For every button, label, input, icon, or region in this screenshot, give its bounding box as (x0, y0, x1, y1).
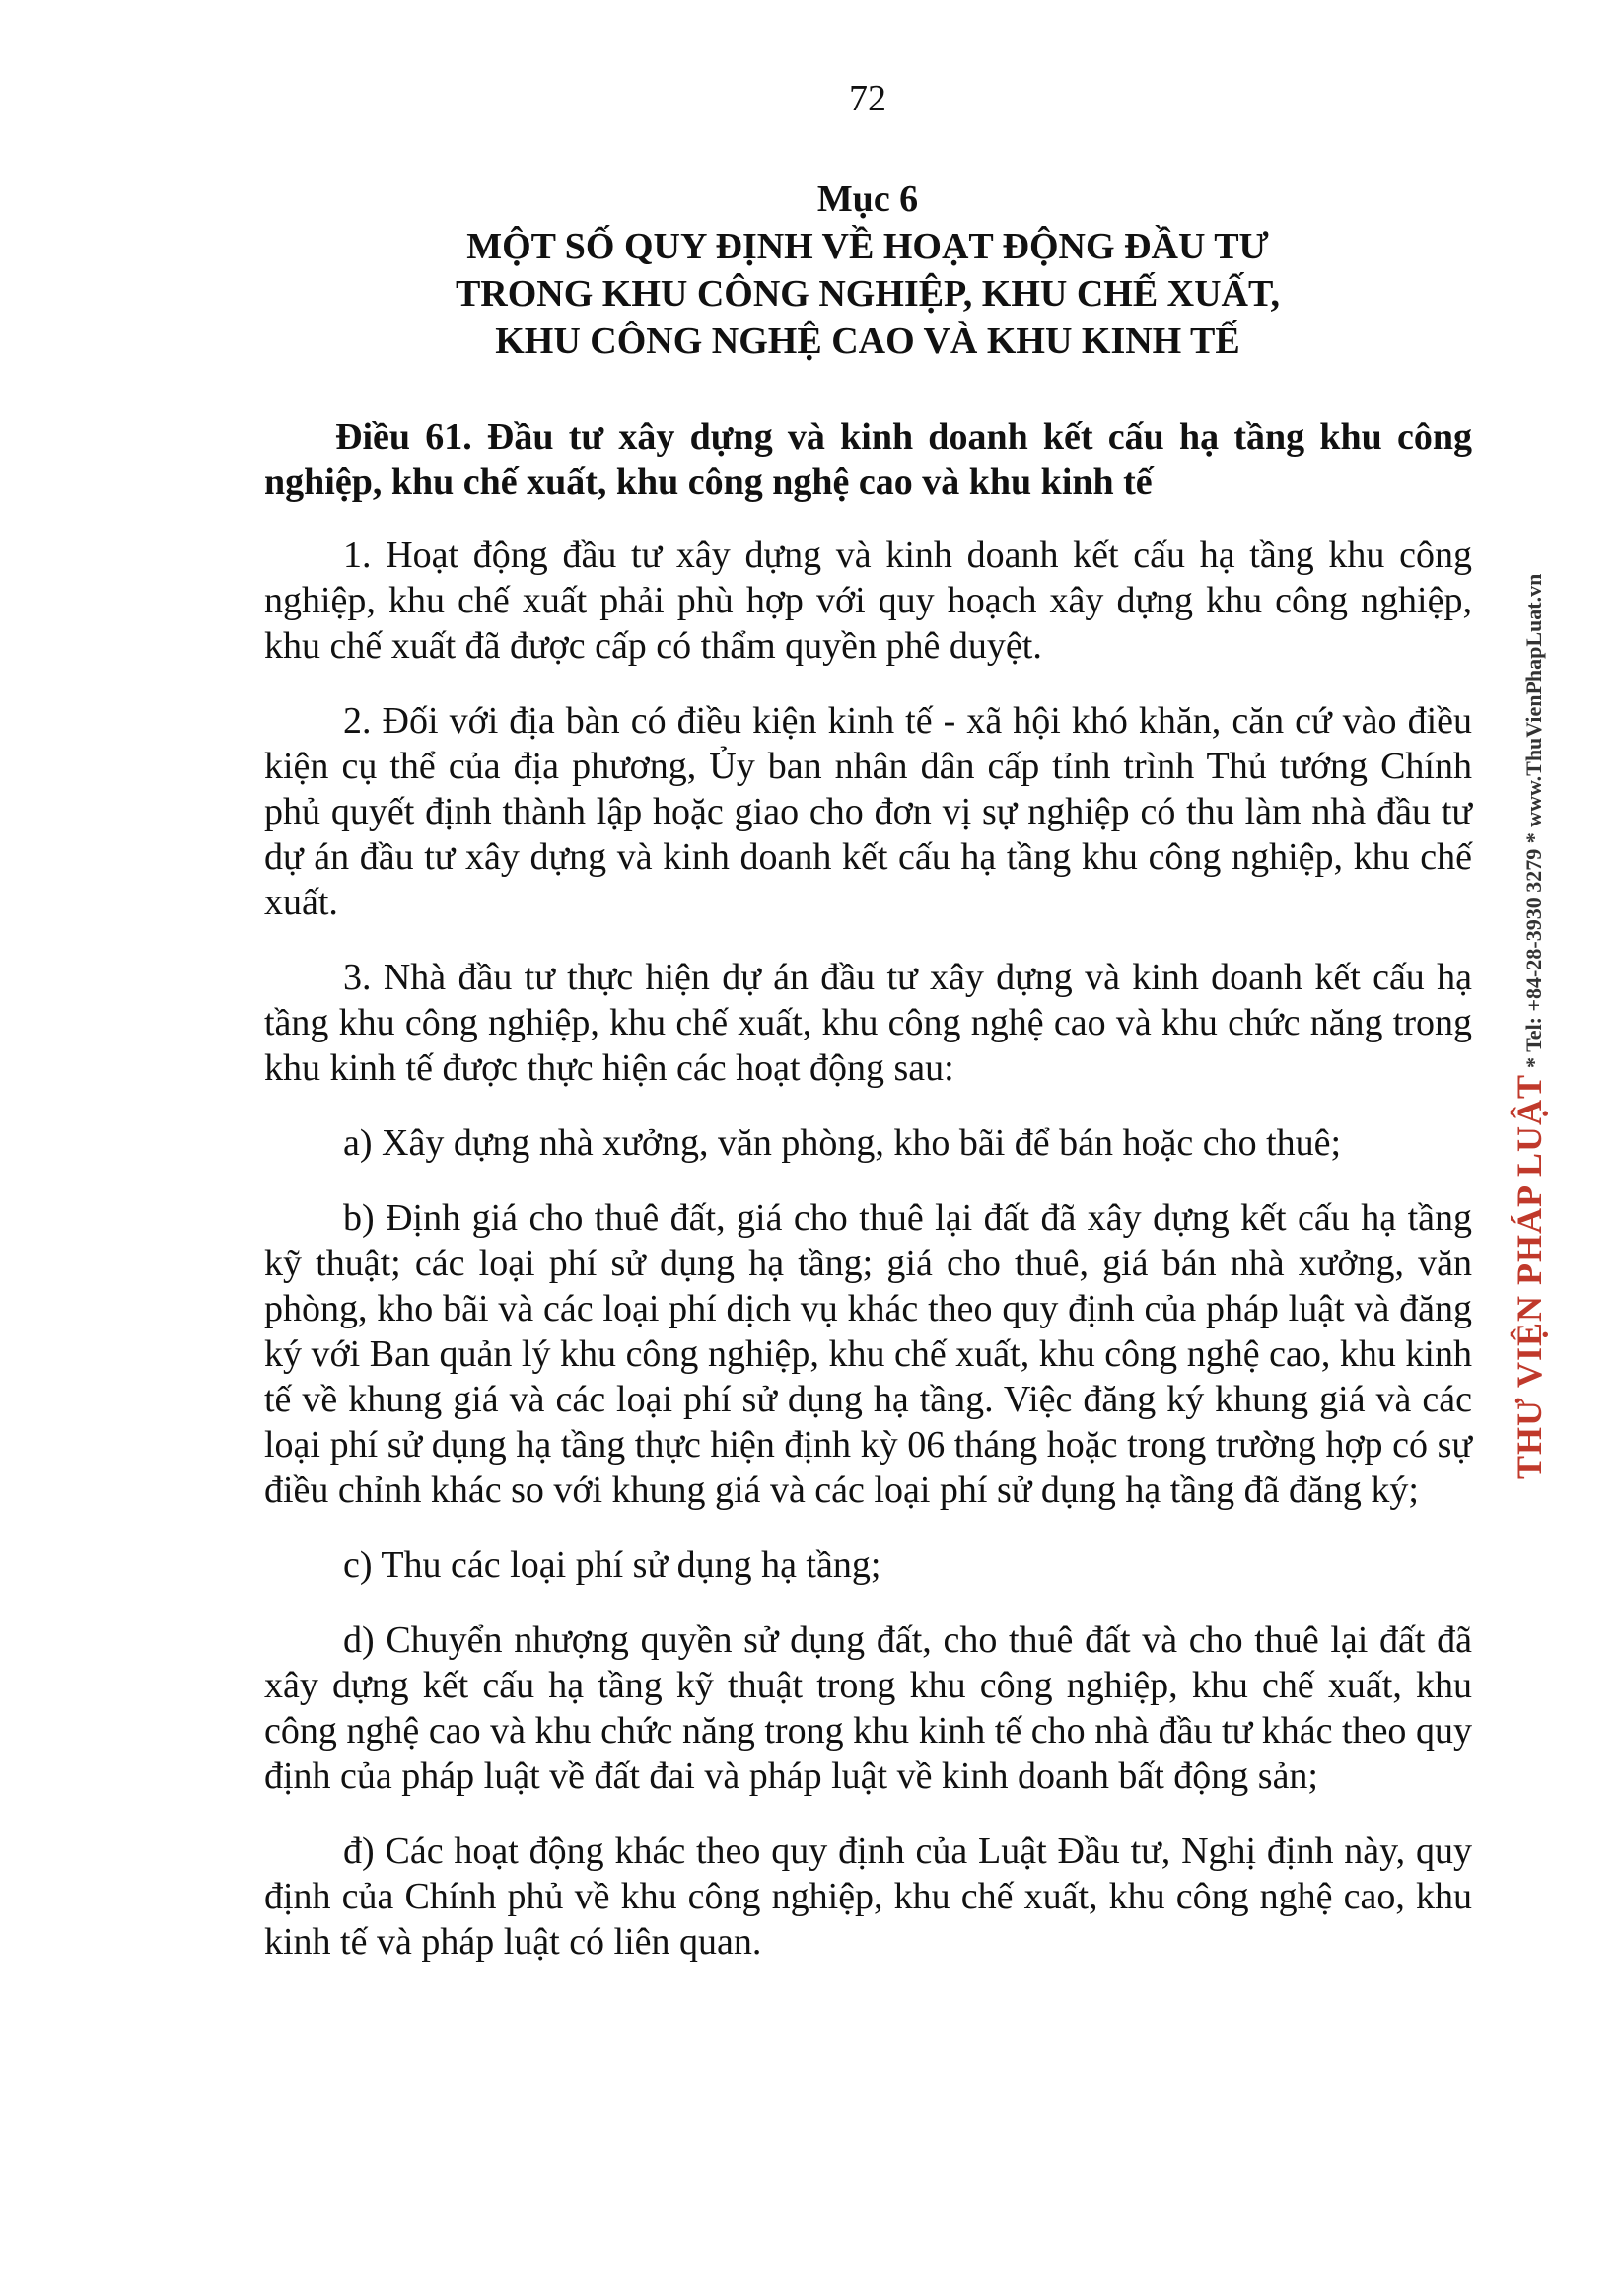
paragraph-3dd: đ) Các hoạt động khác theo quy định của Luật Đầu tư, Nghị định này, quy định của Chính phủ về khu công nghiệp, khu chế xuất, khu công nghệ cao, khu kinh tế và pháp luật có liên quan. (264, 1830, 1472, 1963)
paragraph-3b: b) Định giá cho thuê đất, giá cho thuê lại đất đã xây dựng kết cấu hạ tầng kỹ thuật; các loại phí sử dụng hạ tầng; giá cho thuê, giá bán nhà xưởng, văn phòng, kho bãi và các loại phí dịch vụ khác theo quy định của pháp luật và đăng ký với Ban quản lý khu công nghiệp, khu chế xuất, khu công nghệ cao, khu kinh tế về khung giá và các loại phí sử dụng hạ tầng. Việc đăng ký khung giá và các loại phí sử dụng hạ tầng thực hiện định kỳ 06 tháng hoặc trong trường hợp có sự điều chỉnh khác so với khung giá và các loại phí sử dụng hạ tầng đã đăng ký; (264, 1197, 1472, 1511)
article-title: Điều 61. Đầu tư xây dựng và kinh doanh kết cấu hạ tầng khu công nghiệp, khu chế xuất, khu công nghệ cao và khu kinh tế (264, 416, 1472, 503)
section-heading (0, 176, 1619, 365)
paragraph-1: 1. Hoạt động đầu tư xây dựng và kinh doanh kết cấu hạ tầng khu công nghiệp, khu chế xuất phải phù hợp với quy hoạch xây dựng khu công nghiệp, khu chế xuất đã được cấp có thẩm quyền phê duyệt. (264, 535, 1472, 667)
section-title-line-1: MỘT SỐ QUY ĐỊNH VỀ HOẠT ĐỘNG ĐẦU TƯ (466, 226, 1269, 267)
section-title-line-3: KHU CÔNG NGHỆ CAO VÀ KHU KINH TẾ (495, 321, 1240, 362)
paragraph-3d: d) Chuyển nhượng quyền sử dụng đất, cho thuê đất và cho thuê lại đất đã xây dựng kết cấu hạ tầng kỹ thuật trong khu công nghiệp, khu chế xuất, khu công nghệ cao và khu chức năng trong khu kinh tế cho nhà đầu tư khác theo quy định của pháp luật về đất đai và pháp luật về kinh doanh bất động sản; (264, 1619, 1472, 1797)
paragraph-2: 2. Đối với địa bàn có điều kiện kinh tế - xã hội khó khăn, căn cứ vào điều kiện cụ thể của địa phương, Ủy ban nhân dân cấp tỉnh trình Thủ tướng Chính phủ quyết định thành lập hoặc giao cho đơn vị sự nghiệp có thu làm nhà đầu tư dự án đầu tư xây dựng và kinh doanh kết cấu hạ tầng khu công nghiệp, khu chế xuất. (264, 700, 1472, 923)
watermark-brand: THƯ VIỆN PHÁP LUẬT (1510, 1073, 1549, 1479)
page-number: 72 (849, 78, 886, 119)
side-watermark (1509, 574, 1550, 1479)
paragraph-3c: c) Thu các loại phí sử dụng hạ tầng; (343, 1544, 881, 1586)
paragraph-3a: a) Xây dựng nhà xưởng, văn phòng, kho bãi để bán hoặc cho thuê; (343, 1122, 1342, 1164)
paragraph-3: 3. Nhà đầu tư thực hiện dự án đầu tư xây dựng và kinh doanh kết cấu hạ tầng khu công nghiệp, khu chế xuất, khu công nghệ cao và khu chức năng trong khu kinh tế được thực hiện các hoạt động sau: (264, 957, 1472, 1089)
watermark-contact: * Tel: +84-28-3930 3279 * www.ThuVienPhapLuat.vn (1521, 573, 1546, 1068)
document-body (264, 414, 1472, 1994)
section-title-line-2: TRONG KHU CÔNG NGHIỆP, KHU CHẾ XUẤT, (455, 273, 1281, 315)
section-label: Mục 6 (816, 179, 919, 220)
